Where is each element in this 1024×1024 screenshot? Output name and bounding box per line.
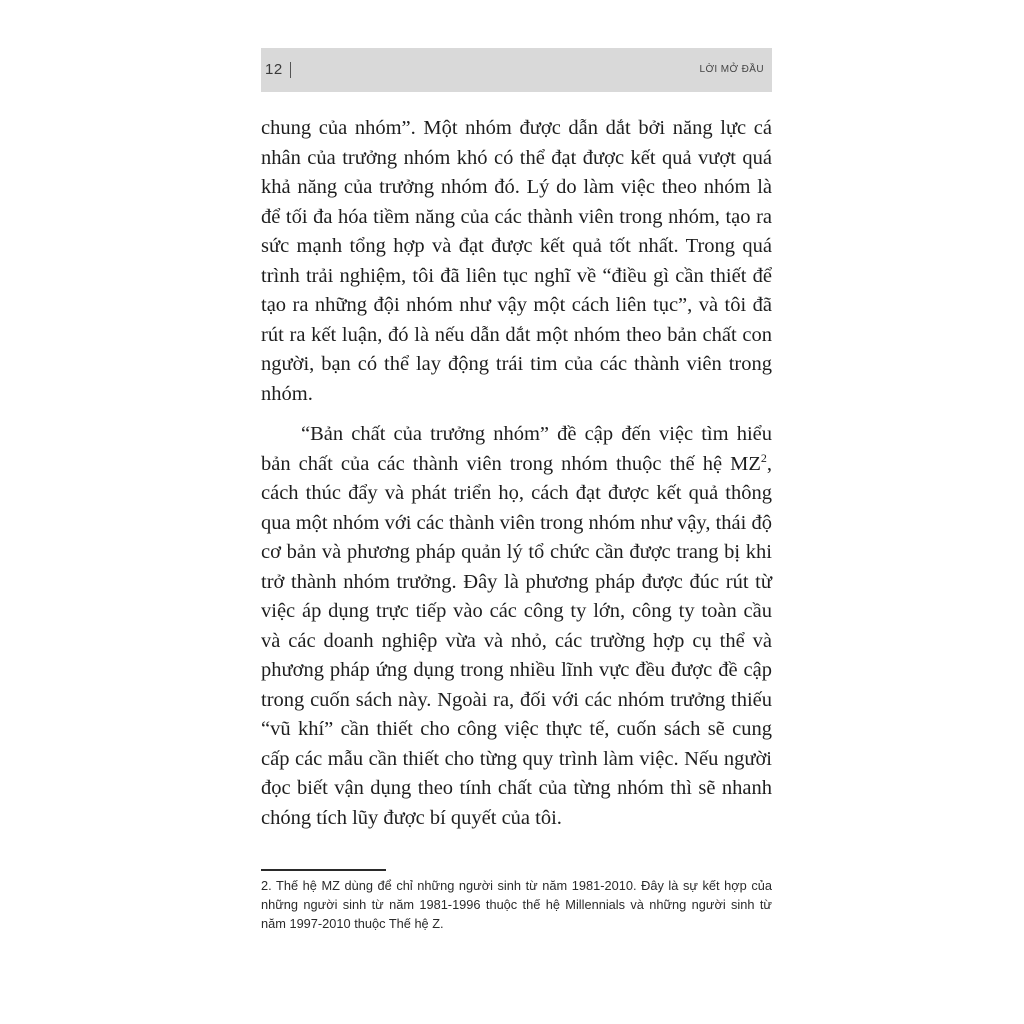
paragraph-text: “Bản chất của trưởng nhóm” đề cập đến việc tìm hiểu bản chất của các thành viên trong nhóm thuộc thế hệ MZ bbox=[261, 423, 772, 475]
paragraph-text: , cách thúc đẩy và phát triển họ, cách đạt được kết quả thông qua một nhóm với các thành viên trong nhóm như vậy, thái độ cơ bản và phương pháp quản lý tổ chức cần được trang bị khi trở thành nhóm trưởng. Đây là phương pháp được đúc rút từ việc áp dụng trực tiếp vào các công ty lớn, công ty toàn cầu và các doanh nghiệp vừa và nhỏ, các trường hợp cụ thể và phương pháp ứng dụng trong nhiều lĩnh vực đều được đề cập trong cuốn sách này. Ngoài ra, đối với các nhóm trưởng thiếu “vũ khí” cần thiết cho công việc thực tế, cuốn sách sẽ cung cấp các mẫu cần thiết cho từng quy trình làm việc. Nếu người đọc biết vận dụng theo tính chất của từng nhóm thì sẽ nhanh chóng tích lũy được bí quyết của tôi. bbox=[261, 452, 772, 829]
footnote: 2. Thế hệ MZ dùng để chỉ những người sinh từ năm 1981-2010. Đây là sự kết hợp của những người sinh từ năm 1981-1996 thuộc thế hệ Millennials và những người sinh từ năm 1997-2010 thuộc Thế hệ Z. bbox=[261, 878, 772, 931]
section-title: LỜI MỞ ĐẦU bbox=[699, 64, 764, 75]
header-divider bbox=[290, 62, 291, 78]
footnote-marker: 2 bbox=[760, 450, 767, 465]
running-header bbox=[261, 48, 772, 92]
body-text bbox=[261, 114, 772, 833]
body-paragraph: chung của nhóm”. Một nhóm được dẫn dắt bởi năng lực cá nhân của trưởng nhóm khó có thể đạt được kết quả vượt quá khả năng của trưởng nhóm đó. Lý do làm việc theo nhóm là để tối đa hóa tiềm năng của các thành viên trong nhóm, tạo ra sức mạnh tổng hợp và đạt được kết quả tốt nhất. Trong quá trình trải nghiệm, tôi đã liên tục nghĩ về “điều gì cần thiết để tạo ra những đội nhóm như vậy một cách liên tục”, và tôi đã rút ra kết luận, đó là nếu dẫn dắt một nhóm theo bản chất con người, bạn có thể lay động trái tim của các thành viên trong nhóm. bbox=[261, 117, 772, 405]
footnote-divider bbox=[261, 869, 386, 871]
page-number: 12 bbox=[265, 61, 283, 78]
body-paragraph bbox=[261, 420, 772, 833]
